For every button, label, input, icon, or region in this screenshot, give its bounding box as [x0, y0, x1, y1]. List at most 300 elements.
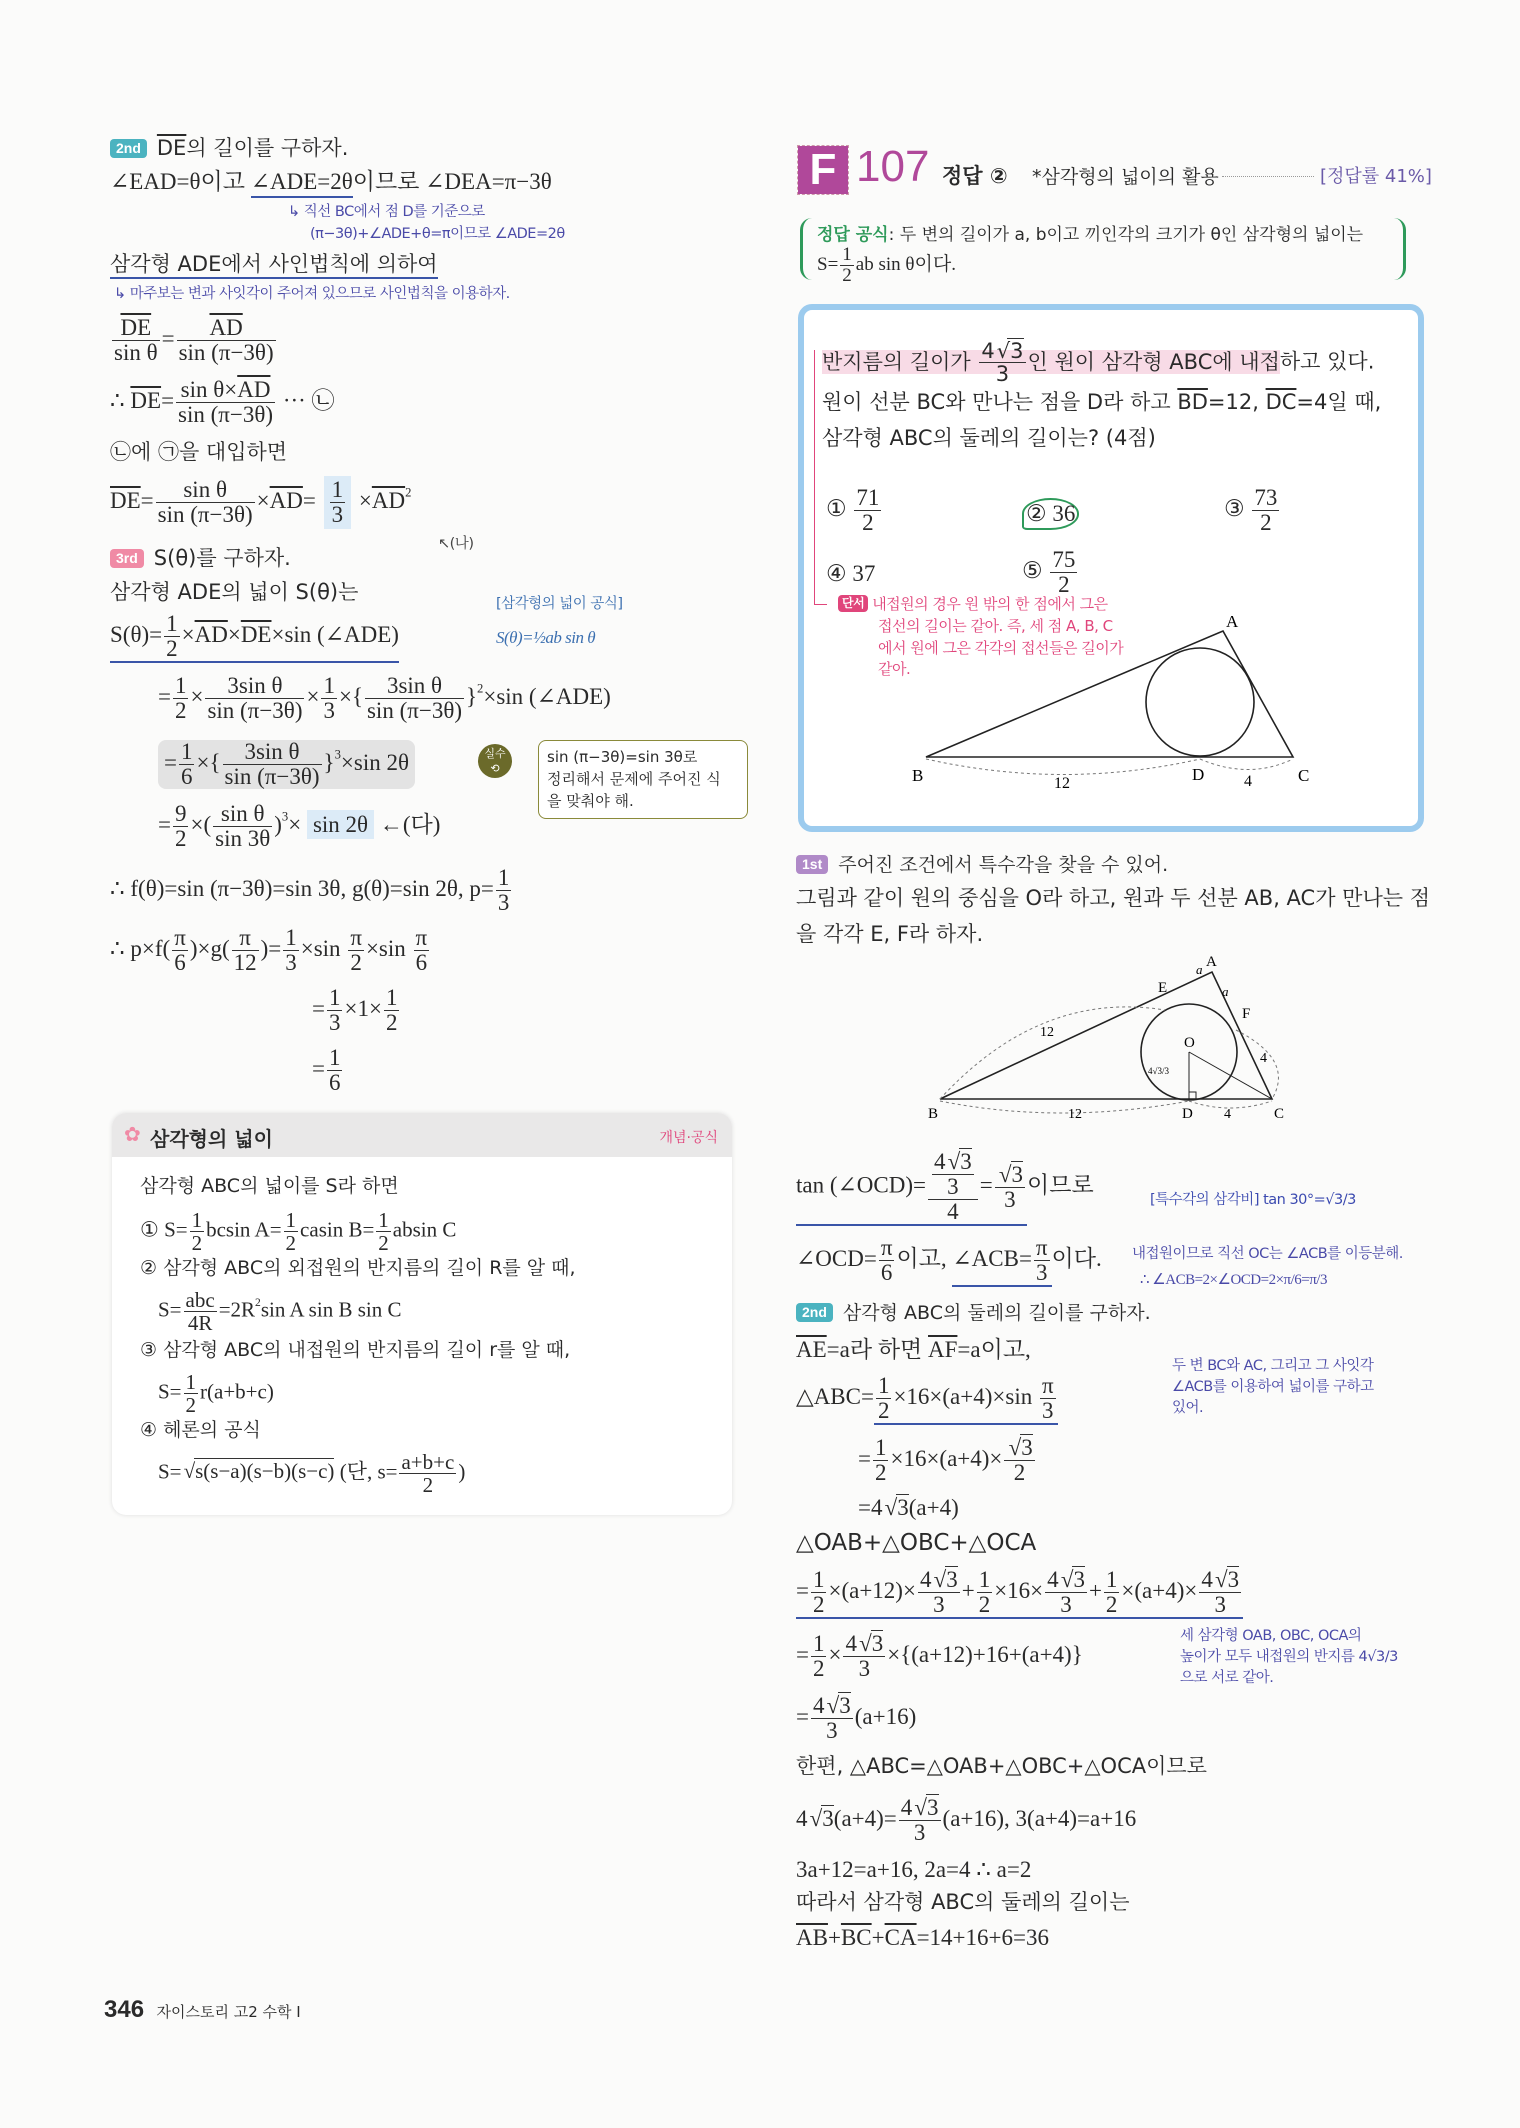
math-text: =a라 하면 — [826, 1337, 929, 1362]
math-text: 1 — [812, 1567, 825, 1592]
math-text: (단, s= — [334, 1459, 398, 1484]
annotation-heights — [1180, 1626, 1398, 1689]
math-text: 3 — [913, 1820, 926, 1846]
fraction — [156, 478, 255, 527]
math-text: 원이 선분 BC와 만나는 점을 D라 하고 — [822, 390, 1178, 414]
math-text: 9 — [174, 801, 187, 826]
denominator — [811, 1657, 827, 1681]
fraction — [1104, 1568, 1120, 1617]
fraction — [284, 1209, 299, 1254]
underlined-expression — [110, 612, 399, 663]
fraction — [173, 674, 189, 723]
fraction — [172, 926, 188, 975]
denominator — [414, 951, 430, 975]
math-text: ④ 37 — [826, 561, 876, 586]
fraction — [176, 378, 275, 427]
math-text: 3 — [826, 1718, 838, 1744]
math-text: π — [239, 925, 251, 950]
square-root — [1011, 1161, 1023, 1187]
math-text: ×1× — [344, 995, 382, 1021]
denominator — [1045, 1593, 1087, 1617]
math-text: 1 — [323, 673, 335, 698]
denominator — [1040, 1399, 1056, 1423]
fraction — [384, 986, 400, 1035]
math-text: 2 — [166, 636, 178, 662]
math-text: S= — [158, 1297, 182, 1322]
math-text: 3 — [1042, 1398, 1054, 1424]
math-text: ③ 삼각형 ABC의 내접원의 반지름의 길이 r를 알 때, — [140, 1339, 571, 1361]
math-line — [110, 866, 513, 915]
numerator — [284, 1209, 299, 1232]
math-text: } — [466, 683, 478, 709]
text-line: 삼각형 ADE에서 사인법칙에 의하여 — [110, 252, 438, 279]
square-root — [926, 1794, 938, 1820]
dimension-arc — [1200, 759, 1293, 770]
math-text: 삼각형 ABC의 넓이를 S라 하면 — [140, 1175, 399, 1197]
math-text: 3 — [328, 1010, 341, 1036]
denominator — [496, 891, 512, 915]
fraction — [205, 674, 304, 723]
mistake-badge: 실수 ⟲ — [478, 744, 512, 778]
numerator — [977, 1568, 993, 1593]
fraction — [899, 1796, 941, 1845]
math-text: ×sin 2θ — [340, 749, 409, 775]
math-line — [796, 1530, 1036, 1558]
hint-line: 접선의 길이는 같아. 즉, 세 점 A, B, C — [878, 616, 1113, 635]
underlined-expression — [796, 1150, 1027, 1226]
math-text: ∴ p×f( — [110, 935, 171, 961]
math-line — [158, 674, 611, 723]
square-root — [838, 1692, 850, 1718]
fraction — [190, 1209, 205, 1254]
overline-segment: $\overline{AD}$ — [371, 487, 406, 513]
numerator — [414, 926, 430, 951]
math-text: 2 — [285, 1231, 297, 1256]
fraction — [1034, 1236, 1050, 1285]
annotation-na: ↖(나) — [438, 536, 474, 552]
concept-box — [112, 1113, 732, 1515]
superscript: 2 — [255, 1296, 261, 1309]
math-text: S= — [158, 1459, 182, 1484]
mistake-bubble — [538, 740, 748, 819]
denominator — [1199, 1593, 1241, 1617]
numerator — [876, 1374, 892, 1399]
numerator — [376, 1209, 391, 1232]
underlined-expression — [952, 1236, 1051, 1287]
math-text: $\overline{DE}$ — [120, 315, 152, 340]
overline-segment: $\overline{CA}$ — [884, 1925, 917, 1950]
math-text: = — [158, 683, 171, 709]
overline-segment: $\overline{DE}$ — [156, 136, 187, 160]
label-e: E — [1158, 980, 1168, 996]
math-text: 반지름의 길이가 — [822, 349, 978, 374]
denominator — [843, 1657, 885, 1681]
overline-segment: $\overline{AF}$ — [928, 1337, 958, 1362]
math-text: = — [796, 1703, 809, 1729]
math-line-highlighted — [158, 740, 415, 789]
label-c: C — [1274, 1106, 1285, 1122]
fraction — [213, 802, 272, 851]
concept-line — [140, 1257, 576, 1280]
math-text: 1 — [191, 1208, 203, 1232]
math-text: 2 — [978, 1592, 991, 1618]
math-text: 3 — [871, 1631, 884, 1656]
denominator — [284, 1232, 299, 1254]
bubble-line: sin (π−3θ)=sin 3θ로 — [547, 748, 698, 766]
fraction — [876, 1374, 892, 1423]
fraction — [1045, 1568, 1087, 1617]
math-text: sin θ — [183, 477, 227, 502]
math-text: = — [858, 1445, 871, 1471]
underlined-expression — [796, 1568, 1243, 1619]
math-line — [312, 1046, 344, 1095]
fraction — [811, 1632, 827, 1681]
formula-text: : 두 변의 길이가 a, b이고 끼인각의 크기가 θ인 삼각형의 넓이는 — [888, 225, 1364, 245]
math-text: S= — [817, 253, 839, 275]
math-text: 2 — [812, 1656, 825, 1682]
math-text: + — [871, 1925, 885, 1950]
denominator — [376, 1232, 391, 1254]
fraction — [173, 802, 189, 851]
denominator — [164, 637, 180, 661]
math-text: 1 — [877, 1373, 890, 1398]
step-title — [154, 546, 291, 570]
concept-line — [140, 1175, 399, 1198]
formula-math — [817, 245, 1389, 286]
hint-badge: 단서 — [838, 595, 868, 612]
math-line — [796, 1568, 1243, 1619]
denominator — [176, 403, 275, 427]
page-footer — [104, 1996, 301, 2024]
hint-line: 같아. — [878, 660, 911, 679]
label-fc: 4 — [1260, 1051, 1267, 1066]
denominator — [348, 951, 364, 975]
math-text: 의 길이를 구하자. — [186, 136, 349, 160]
math-text: 6 — [180, 764, 193, 790]
label-f: F — [1242, 1006, 1251, 1022]
math-text: ∠EAD=θ이고 — [110, 169, 251, 194]
text-line — [796, 886, 1430, 911]
math-text: 이므로 ∠DEA=π−3θ — [352, 169, 552, 194]
math-text: sin (π−3θ) — [178, 340, 274, 366]
math-text: 3sin θ — [386, 673, 443, 698]
numerator — [384, 986, 400, 1011]
underlined-expression — [874, 1374, 1058, 1425]
annotation-line: 으로 서로 같아. — [1180, 1670, 1274, 1687]
math-text: △OAB+△OBC+△OCA — [796, 1530, 1037, 1556]
math-text: 1 — [285, 1208, 297, 1232]
answer-formula-box — [800, 218, 1406, 286]
math-text: )×g( — [189, 935, 230, 961]
math-text: = — [140, 487, 154, 513]
math-text: 1 — [385, 985, 398, 1010]
math-text: × — [181, 621, 195, 647]
math-text: sin A sin B sin C — [260, 1297, 402, 1322]
math-line — [796, 1694, 916, 1743]
numerator — [205, 674, 304, 699]
denominator — [879, 1261, 895, 1285]
denominator — [172, 951, 188, 975]
numerator — [1199, 1568, 1241, 1593]
concept-tag: 개념·공식 — [659, 1130, 718, 1146]
mistake-badge-label: 실수 — [484, 747, 506, 760]
fraction — [324, 476, 352, 529]
numerator — [327, 986, 343, 1011]
math-text: + — [1088, 1577, 1102, 1603]
dimension-arc — [940, 1101, 1189, 1113]
math-text: 1 — [378, 1208, 389, 1232]
math-text: 1 — [328, 1045, 341, 1070]
math-text: 2 — [378, 1231, 389, 1256]
annotation-line: 있어. — [1172, 1400, 1204, 1417]
math-text: =a이고, — [957, 1337, 1031, 1362]
denominator — [184, 1394, 199, 1416]
flower-icon: ✿ — [124, 1124, 141, 1146]
fraction — [321, 674, 337, 723]
math-text: S= — [158, 1379, 182, 1404]
fraction — [879, 1236, 895, 1285]
numerator — [173, 674, 189, 699]
fraction — [348, 926, 364, 975]
math-text: 4 — [981, 339, 995, 363]
numerator — [283, 926, 299, 951]
math-text: sin 3θ — [215, 826, 271, 852]
overline-segment: $\overline{AD}$ — [237, 377, 271, 402]
numerator — [399, 1451, 456, 1474]
label-bd: 12 — [1068, 1107, 1082, 1122]
denominator — [1004, 1461, 1034, 1485]
numerator — [932, 1150, 974, 1175]
math-text: 3 — [1227, 1567, 1240, 1592]
numerator — [811, 1568, 827, 1593]
annotation: (π−3θ)+∠ADE+θ=π이므로 ∠ADE=2θ — [310, 226, 565, 242]
dimension-arc — [940, 1007, 1165, 1099]
step-title — [843, 1302, 1151, 1324]
math-text: ② 삼각형 ABC의 외접원의 반지름의 길이 R를 알 때, — [140, 1257, 576, 1279]
square-root — [959, 1148, 971, 1174]
math-line — [858, 1436, 1037, 1485]
denominator — [918, 1593, 960, 1617]
denominator — [179, 765, 195, 789]
formula-label: 정답 공식 — [817, 225, 889, 245]
fraction — [414, 926, 430, 975]
math-text: sin θ — [114, 340, 158, 366]
math-line — [110, 168, 552, 198]
math-text: ×sin (∠ADE) — [271, 621, 399, 647]
math-text: 4 — [1047, 1567, 1059, 1592]
math-text: 3 — [1004, 1186, 1016, 1212]
numerator — [1004, 1436, 1034, 1461]
math-text: 2 — [1013, 1460, 1026, 1486]
label-a: A — [1226, 612, 1239, 631]
annotation-line: ∠ACB를 이용하여 넓이를 구하고 — [1172, 1379, 1374, 1396]
superscript: 3 — [334, 747, 341, 762]
label-ae: a — [1196, 962, 1203, 977]
square-root — [945, 1566, 957, 1592]
math-text: sin θ× — [180, 377, 238, 402]
math-text: + — [961, 1577, 975, 1603]
step-title — [838, 854, 1168, 876]
numerator — [811, 1632, 827, 1657]
numerator — [213, 802, 272, 827]
label-d: D — [1182, 1106, 1193, 1122]
fraction — [283, 926, 299, 975]
text-line — [796, 1890, 1130, 1915]
denominator — [327, 1011, 343, 1035]
math-text: 73 — [1254, 485, 1278, 510]
math-text: ∴ f(θ)=sin (π−3θ)=sin 3θ, g(θ)=sin 2θ, p= — [110, 875, 494, 901]
incircle-diagram — [900, 950, 1320, 1130]
correct-rate: [정답률 41%] — [1320, 166, 1432, 187]
numerator — [190, 1209, 205, 1232]
numerator — [1104, 1568, 1120, 1593]
numerator — [177, 316, 276, 341]
math-text: 2 — [812, 1592, 825, 1618]
math-text: 2 — [1260, 510, 1272, 536]
label-dc: 4 — [1224, 1107, 1231, 1122]
fraction — [223, 740, 322, 789]
math-text: = — [302, 487, 322, 513]
numerator — [112, 316, 160, 341]
math-text: 2 — [877, 1398, 890, 1424]
math-text: × — [227, 621, 241, 647]
concept-line — [158, 1451, 465, 1496]
math-text: 2 — [422, 1473, 434, 1498]
math-text: ∠ACB= — [952, 1245, 1032, 1271]
concept-line — [140, 1419, 261, 1442]
denominator — [327, 1071, 343, 1095]
problem-number: 107 — [856, 142, 930, 191]
fraction — [232, 926, 259, 975]
math-text: π — [415, 925, 428, 950]
math-text: 3 — [927, 1795, 939, 1820]
math-text: s(s−a)(s−b)(s−c) — [195, 1459, 335, 1484]
math-text: 4 — [796, 1805, 808, 1831]
numerator — [173, 802, 189, 827]
math-text: 12 — [233, 950, 257, 976]
incircle — [1146, 648, 1254, 756]
math-text: 3 — [960, 1149, 972, 1174]
math-text: S(θ)를 구하자. — [153, 546, 291, 570]
numerator — [348, 926, 364, 951]
annotation-formula: S(θ)=½ab sin θ — [496, 628, 596, 647]
overline-segment: $\overline{AB}$ — [796, 1925, 828, 1950]
square-root — [896, 1494, 908, 1520]
denominator — [232, 951, 259, 975]
math-text: 1 — [185, 1370, 197, 1394]
math-text: 6 — [174, 950, 186, 976]
annotation-title: [삼각형의 넓이 공식] — [496, 596, 623, 612]
triangle-abc — [926, 631, 1293, 757]
overline-segment: $\overline{BC}$ — [840, 1925, 872, 1950]
math-text: 3 — [897, 1495, 909, 1520]
math-text: 3 — [933, 1592, 945, 1618]
math-text: 2 — [174, 826, 187, 852]
square-root — [194, 1458, 334, 1483]
math-text: = — [161, 387, 175, 413]
math-text: )= — [260, 935, 282, 961]
math-text: × — [190, 683, 204, 709]
numerator — [995, 1163, 1025, 1188]
fraction — [177, 316, 276, 365]
dimension-arc — [1236, 1030, 1278, 1099]
math-text: 주어진 조건에서 특수각을 찾을 수 있어. — [838, 854, 1169, 876]
math-text: ×16×(a+4)× — [890, 1445, 1003, 1471]
math-text: =2R — [218, 1297, 256, 1322]
math-text: 75 — [1052, 547, 1076, 572]
overline-segment: $\overline{DE}$ — [110, 487, 141, 513]
math-text: 3a+12=a+16, 2a=4 ∴ a=2 — [796, 1857, 1032, 1882]
denominator — [1104, 1593, 1120, 1617]
math-text: π — [880, 1235, 893, 1260]
math-text: = — [979, 1172, 993, 1198]
overline-segment: $\overline{DC}$ — [1265, 390, 1297, 414]
step-badge: 2nd — [110, 139, 147, 158]
math-text: ) — [274, 811, 282, 837]
math-text: =12, — [1207, 390, 1266, 414]
math-text: = — [161, 325, 175, 351]
math-text: 4 — [845, 1631, 857, 1656]
numerator — [899, 1796, 941, 1821]
math-text: ×( — [190, 811, 212, 837]
denominator — [283, 951, 299, 975]
math-text: } — [323, 749, 335, 775]
math-text: π — [1035, 1235, 1048, 1260]
annotation-line: 세 삼각형 OAB, OBC, OCA의 — [1180, 1628, 1362, 1644]
fraction — [496, 866, 512, 915]
bubble-line: 정리해서 문제에 주어진 식 — [547, 769, 721, 788]
math-text: ④ 헤론의 공식 — [140, 1419, 261, 1441]
math-text: 1 — [180, 739, 193, 764]
denominator — [213, 827, 272, 851]
square-root — [1020, 1434, 1032, 1460]
overline-segment: $\overline{BD}$ — [1177, 390, 1208, 414]
fraction — [399, 1451, 456, 1496]
math-text: 4 — [919, 1567, 932, 1592]
numerator — [840, 245, 854, 266]
math-text: 6 — [328, 1070, 341, 1096]
math-text: ① S= — [140, 1217, 188, 1242]
math-text: 이고, — [896, 1245, 953, 1271]
math-text: 그림과 같이 원의 중심을 O라 하고, 원과 두 선분 AB, AC가 만나는 점 — [796, 886, 1430, 910]
math-text: 3 — [1011, 1161, 1024, 1187]
step-badge: 2nd — [796, 1303, 833, 1322]
math-text: × — [306, 683, 320, 709]
step-badge: 3rd — [110, 549, 144, 568]
fraction — [995, 1163, 1025, 1212]
denominator — [928, 1200, 978, 1224]
square-root — [1227, 1566, 1239, 1592]
math-text: 1 — [497, 865, 510, 890]
math-text: × — [828, 1641, 842, 1667]
denominator — [932, 1175, 974, 1199]
math-text: ··· ㉡ — [277, 387, 335, 413]
numerator — [811, 1694, 853, 1719]
math-text: 2 — [842, 264, 852, 286]
math-text: 3 — [1214, 1592, 1227, 1618]
denominator — [840, 266, 854, 286]
math-line — [796, 1374, 1058, 1425]
denominator — [205, 699, 304, 723]
numerator — [843, 1632, 885, 1657]
math-line — [796, 1924, 1049, 1952]
fraction — [1199, 1568, 1241, 1617]
math-text: (a+4) — [908, 1495, 959, 1520]
leader-dots — [1222, 176, 1314, 177]
numerator — [176, 378, 275, 403]
fraction — [376, 1209, 391, 1254]
math-text: sin (π−3θ) — [157, 502, 253, 528]
